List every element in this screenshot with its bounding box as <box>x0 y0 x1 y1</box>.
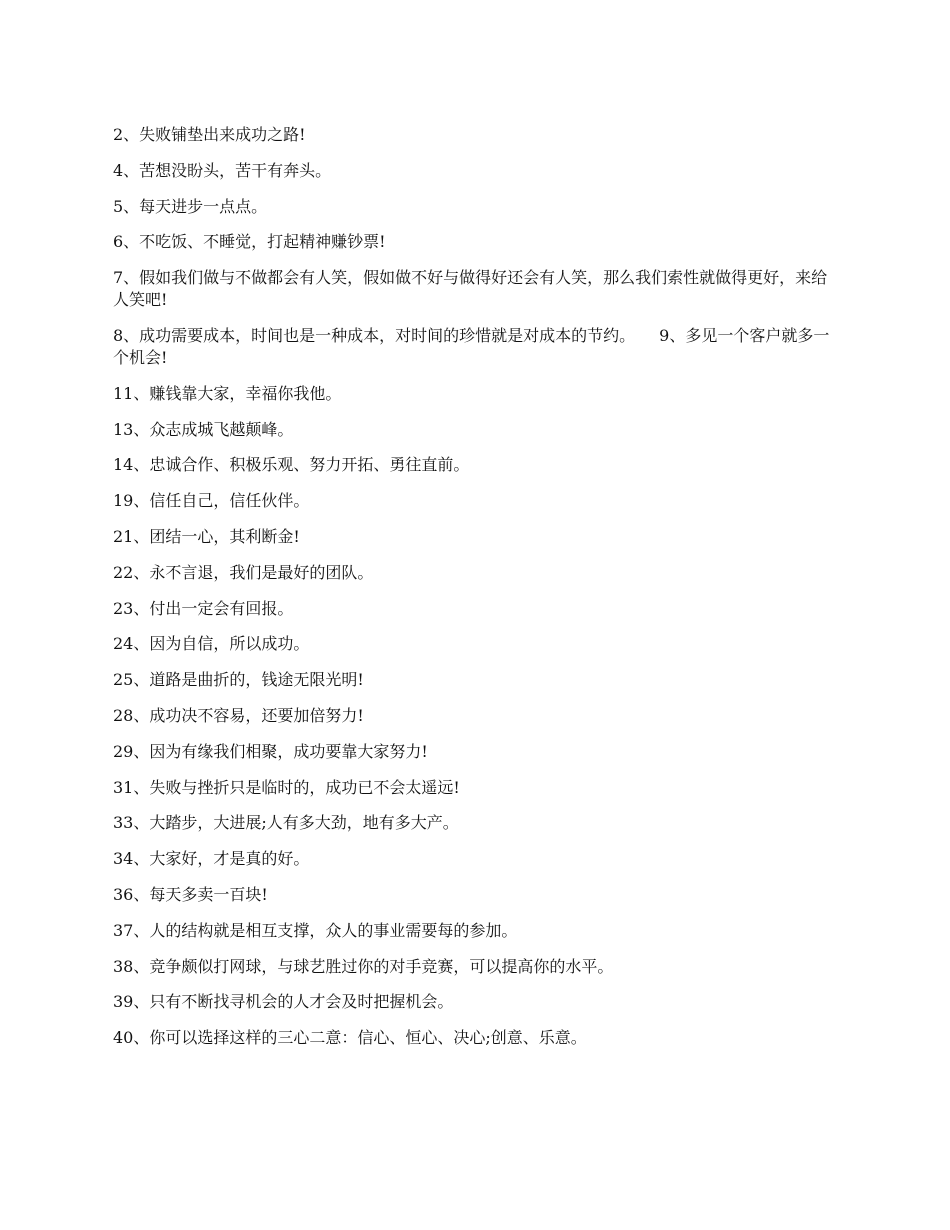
list-item: 8、成功需要成本，时间也是一种成本，对时间的珍惜就是对成本的节约。 9、多见一个客户就多一个机会! <box>113 325 830 367</box>
list-item: 31、失败与挫折只是临时的，成功已不会太遥远! <box>113 777 460 797</box>
document-body <box>113 124 835 1063</box>
list-item: 22、永不言退，我们是最好的团队。 <box>113 562 374 582</box>
list-item: 40、你可以选择这样的三心二意：信心、恒心、决心;创意、乐意。 <box>113 1028 587 1048</box>
list-item: 39、只有不断找寻机会的人才会及时把握机会。 <box>113 992 454 1012</box>
list-item: 34、大家好，才是真的好。 <box>113 849 310 869</box>
list-item: 7、假如我们做与不做都会有人笑，假如做不好与做得好还会有人笑，那么我们索性就做得更好，来给人笑吧! <box>113 268 828 310</box>
list-item: 21、团结一心，其利断金! <box>113 526 300 546</box>
list-item: 33、大踏步，大进展;人有多大劲，地有多大产。 <box>113 813 459 833</box>
list-item: 25、道路是曲折的，钱途无限光明! <box>113 670 364 690</box>
list-item: 6、不吃饭、不睡觉，打起精神赚钞票! <box>113 232 386 252</box>
list-item: 11、赚钱靠大家，幸福你我他。 <box>113 383 342 403</box>
list-item: 2、失败铺垫出来成功之路! <box>113 125 306 144</box>
list-item: 29、因为有缘我们相聚，成功要靠大家努力! <box>113 741 428 761</box>
list-item: 5、每天进步一点点。 <box>113 196 268 216</box>
list-item: 36、每天多卖一百块! <box>113 884 268 904</box>
list-item: 28、成功决不容易，还要加倍努力! <box>113 705 364 725</box>
list-item: 24、因为自信，所以成功。 <box>113 634 310 654</box>
list-item: 19、信任自己，信任伙伴。 <box>113 491 310 511</box>
list-item: 4、苦想没盼头，苦干有奔头。 <box>113 160 332 180</box>
list-item: 37、人的结构就是相互支撑，众人的事业需要每的参加。 <box>113 920 518 940</box>
list-item: 13、众志成城飞越颠峰。 <box>113 419 294 439</box>
list-item: 38、竞争颇似打网球，与球艺胜过你的对手竞赛，可以提高你的水平。 <box>113 956 614 976</box>
list-item: 23、付出一定会有回报。 <box>113 598 294 618</box>
list-item: 14、忠诚合作、积极乐观、努力开拓、勇往直前。 <box>113 455 470 475</box>
